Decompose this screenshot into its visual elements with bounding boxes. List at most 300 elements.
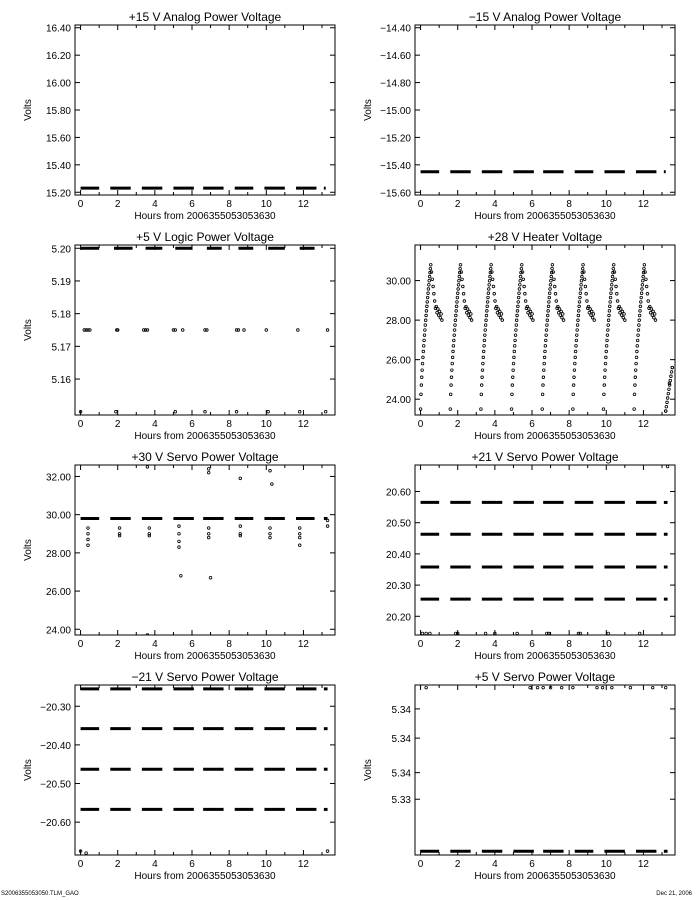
data-point: [546, 319, 549, 322]
data-point: [642, 275, 645, 278]
data-point: [454, 314, 457, 317]
data-point: [523, 285, 526, 288]
data-point: [324, 410, 327, 413]
data-point: [481, 376, 484, 379]
data-point: [522, 278, 525, 281]
data-point: [542, 376, 545, 379]
data-point: [548, 301, 551, 304]
data-point: [544, 339, 547, 342]
y-tick-label: 24.00: [45, 625, 71, 637]
data-point: [451, 356, 454, 359]
data-point: [647, 300, 650, 303]
data-point: [494, 300, 497, 303]
data-point: [87, 532, 90, 535]
data-point: [558, 308, 561, 311]
data-point: [499, 316, 502, 319]
data-point: [638, 314, 641, 317]
y-tick-label: 5.34: [391, 734, 411, 746]
data-point: [621, 310, 624, 313]
x-tick-label: 0: [417, 639, 424, 650]
data-point: [431, 278, 434, 281]
data-point: [574, 362, 577, 365]
data-point: [524, 300, 527, 303]
plot-frame: [75, 25, 335, 195]
data-point: [458, 275, 461, 278]
chart-title: +21 V Servo Power Voltage: [471, 450, 619, 464]
plot-frame: [75, 465, 335, 635]
x-tick-label: 10: [260, 859, 272, 870]
data-point: [459, 263, 462, 266]
data-point: [529, 310, 532, 313]
data-point: [572, 408, 575, 411]
y-tick-label: 5.16: [51, 375, 71, 387]
y-tick-label: 32.00: [45, 472, 71, 484]
data-point: [580, 279, 583, 282]
data-point: [619, 308, 622, 311]
x-tick-label: 6: [189, 859, 195, 870]
data-point: [437, 308, 440, 311]
x-tick-label: 8: [566, 859, 572, 870]
y-axis-label: Volts: [23, 539, 34, 561]
x-tick-label: 8: [226, 859, 232, 870]
y-tick-label: −15.00: [380, 106, 411, 117]
x-tick-label: 10: [260, 199, 272, 210]
x-tick-label: 10: [600, 639, 612, 650]
data-point: [517, 305, 520, 308]
x-axis-label: Hours from 2006355053053630: [134, 431, 276, 442]
plot-frame: [415, 465, 675, 635]
chart-panel-5: [386, 450, 675, 662]
data-point: [423, 339, 426, 342]
data-point: [482, 350, 485, 353]
data-point: [610, 292, 613, 295]
data-point: [461, 278, 464, 281]
data-point: [520, 263, 523, 266]
x-tick-label: 8: [566, 639, 572, 650]
data-point: [572, 686, 575, 689]
data-point: [206, 329, 209, 332]
data-point: [579, 288, 582, 291]
data-point: [427, 292, 430, 295]
data-point: [557, 305, 560, 308]
data-point: [497, 308, 500, 311]
data-point: [515, 319, 518, 322]
data-point: [607, 329, 610, 332]
plot-frame: [75, 245, 335, 415]
y-tick-label: −15.60: [380, 188, 411, 200]
data-point: [455, 305, 458, 308]
data-point: [612, 263, 615, 266]
data-point: [499, 310, 502, 313]
data-point: [671, 366, 674, 369]
data-point: [462, 292, 465, 295]
data-point: [605, 350, 608, 353]
data-point: [639, 310, 642, 313]
data-point: [610, 284, 613, 287]
data-point: [551, 267, 554, 270]
data-point: [425, 686, 428, 689]
data-point: [576, 324, 579, 327]
y-tick-label: 5.19: [51, 276, 71, 288]
data-point: [587, 305, 590, 308]
y-tick-label: −15.40: [380, 160, 411, 172]
data-point: [453, 334, 456, 337]
data-point: [520, 267, 523, 270]
y-tick-label: 20.50: [385, 518, 411, 530]
x-tick-label: 12: [637, 639, 649, 650]
data-point: [641, 284, 644, 287]
data-point: [614, 278, 617, 281]
data-point: [450, 384, 453, 387]
data-point: [207, 527, 210, 530]
data-point: [454, 319, 457, 322]
data-point: [148, 534, 151, 537]
data-point: [426, 305, 429, 308]
data-point: [640, 292, 643, 295]
y-tick-label: 20.20: [385, 612, 411, 624]
data-point: [652, 310, 655, 313]
data-point: [636, 345, 639, 348]
data-point: [575, 339, 578, 342]
data-point: [326, 525, 329, 528]
data-point: [180, 574, 183, 577]
data-point: [486, 310, 489, 313]
plot-area: [81, 466, 329, 639]
data-point: [419, 408, 422, 411]
y-tick-label: 15.20: [45, 188, 71, 200]
x-axis-label: Hours from 2006355053053630: [474, 211, 616, 222]
data-point: [487, 296, 490, 299]
x-tick-label: 12: [297, 859, 309, 870]
x-tick-label: 0: [417, 199, 424, 210]
data-point: [615, 285, 618, 288]
data-point: [577, 314, 580, 317]
data-point: [298, 532, 301, 535]
x-tick-label: 10: [600, 199, 612, 210]
data-point: [545, 334, 548, 337]
data-point: [181, 329, 184, 332]
data-point: [635, 362, 638, 365]
data-point: [670, 375, 673, 378]
data-point: [607, 632, 610, 635]
x-tick-label: 6: [529, 859, 535, 870]
data-point: [549, 288, 552, 291]
data-point: [420, 393, 423, 396]
data-point: [528, 308, 531, 311]
data-point: [638, 324, 641, 327]
data-point: [457, 284, 460, 287]
data-point: [579, 632, 582, 635]
data-point: [456, 292, 459, 295]
x-tick-label: 12: [637, 199, 649, 210]
data-point: [584, 285, 587, 288]
data-point: [424, 324, 427, 327]
data-point: [580, 284, 583, 287]
data-point: [513, 345, 516, 348]
data-point: [634, 384, 637, 387]
data-point: [517, 296, 520, 299]
data-point: [463, 300, 466, 303]
data-point: [575, 334, 578, 337]
data-point: [451, 369, 454, 372]
data-point: [89, 329, 92, 332]
x-tick-label: 8: [226, 199, 232, 210]
data-point: [596, 686, 599, 689]
data-point: [547, 310, 550, 313]
data-point: [452, 345, 455, 348]
data-point: [519, 275, 522, 278]
data-point: [543, 356, 546, 359]
footer-filename: S2006355053050.TLM_GAO: [1, 891, 79, 897]
x-tick-label: 8: [226, 639, 232, 650]
data-point: [87, 538, 90, 541]
data-point: [483, 345, 486, 348]
data-point: [454, 324, 457, 327]
x-tick-label: 4: [492, 199, 498, 210]
data-point: [422, 345, 425, 348]
y-tick-label: 5.34: [391, 704, 411, 716]
data-point: [480, 408, 483, 411]
data-point: [637, 329, 640, 332]
data-point: [481, 369, 484, 372]
data-point: [484, 324, 487, 327]
plot-area: [421, 686, 668, 851]
data-point: [207, 532, 210, 535]
data-point: [604, 362, 607, 365]
data-point: [458, 279, 461, 282]
x-tick-label: 8: [226, 419, 232, 430]
data-point: [146, 466, 149, 469]
x-tick-label: 10: [600, 419, 612, 430]
data-point: [81, 636, 84, 639]
chart-panel-1: [363, 10, 675, 222]
y-tick-label: −20.60: [40, 818, 71, 830]
data-point: [298, 410, 301, 413]
data-point: [589, 308, 592, 311]
data-point: [530, 316, 533, 319]
data-point: [548, 296, 551, 299]
data-point: [623, 313, 626, 316]
data-point: [665, 405, 668, 408]
data-point: [174, 329, 177, 332]
y-tick-label: −20.30: [40, 702, 71, 714]
y-tick-label: 26.00: [385, 355, 411, 367]
data-point: [489, 275, 492, 278]
data-point: [606, 334, 609, 337]
data-point: [455, 310, 458, 313]
data-point: [666, 465, 669, 468]
x-tick-label: 6: [189, 419, 195, 430]
x-tick-label: 2: [114, 199, 121, 210]
data-point: [271, 483, 274, 486]
x-tick-label: 2: [454, 419, 461, 430]
data-point: [424, 319, 427, 322]
data-point: [492, 285, 495, 288]
data-point: [649, 305, 652, 308]
data-point: [204, 410, 207, 413]
data-point: [526, 305, 529, 308]
y-tick-label: −20.50: [40, 779, 71, 791]
data-point: [645, 278, 648, 281]
data-point: [634, 369, 637, 372]
data-point: [606, 339, 609, 342]
x-tick-label: 4: [492, 419, 498, 430]
plot-frame: [415, 25, 675, 195]
y-tick-label: 20.30: [385, 581, 411, 593]
data-point: [209, 576, 212, 579]
data-point: [178, 532, 181, 535]
data-point: [420, 376, 423, 379]
data-point: [603, 376, 606, 379]
data-point: [432, 285, 435, 288]
x-tick-label: 8: [566, 199, 572, 210]
data-point: [428, 284, 431, 287]
chart-title: +15 V Analog Power Voltage: [128, 10, 282, 24]
x-tick-label: 6: [529, 639, 535, 650]
data-point: [298, 536, 301, 539]
data-point: [610, 288, 613, 291]
data-point: [484, 334, 487, 337]
data-point: [581, 267, 584, 270]
data-point: [605, 345, 608, 348]
data-point: [515, 324, 518, 327]
data-point: [643, 263, 646, 266]
data-point: [634, 376, 637, 379]
data-point: [578, 301, 581, 304]
data-point: [670, 371, 673, 374]
y-tick-label: 15.40: [45, 160, 71, 172]
x-axis-label: Hours from 2006355053053630: [474, 871, 616, 882]
data-point: [516, 310, 519, 313]
data-point: [493, 292, 496, 295]
data-point: [636, 339, 639, 342]
data-point: [550, 279, 553, 282]
data-point: [326, 329, 329, 332]
data-point: [579, 292, 582, 295]
data-point: [438, 310, 441, 313]
data-point: [549, 284, 552, 287]
data-point: [326, 850, 329, 853]
x-tick-label: 0: [77, 419, 84, 430]
data-point: [572, 384, 575, 387]
data-point: [579, 296, 582, 299]
data-point: [574, 350, 577, 353]
data-point: [269, 527, 272, 530]
data-point: [429, 267, 432, 270]
data-point: [426, 301, 429, 304]
data-point: [583, 278, 586, 281]
x-tick-label: 4: [152, 419, 158, 430]
x-tick-label: 10: [260, 639, 272, 650]
data-point: [591, 316, 594, 319]
x-tick-label: 8: [566, 419, 572, 430]
data-point: [465, 305, 468, 308]
data-point: [469, 316, 472, 319]
x-tick-label: 2: [454, 639, 461, 650]
data-point: [265, 329, 268, 332]
x-tick-label: 0: [417, 419, 424, 430]
y-tick-label: −20.40: [40, 740, 71, 752]
x-axis-label: Hours from 2006355053053630: [474, 651, 616, 662]
data-point: [654, 319, 657, 322]
data-point: [466, 308, 469, 311]
data-point: [651, 686, 654, 689]
x-tick-label: 4: [492, 859, 498, 870]
data-point: [491, 278, 494, 281]
data-point: [643, 267, 646, 270]
data-point: [470, 319, 473, 322]
x-axis-label: Hours from 2006355053053630: [134, 871, 276, 882]
data-point: [536, 686, 539, 689]
data-point: [605, 356, 608, 359]
data-point: [519, 284, 522, 287]
chart-panel-0: [23, 10, 335, 222]
y-axis-label: Volts: [363, 99, 374, 121]
data-point: [298, 544, 301, 547]
data-point: [427, 288, 430, 291]
data-point: [608, 305, 611, 308]
x-tick-label: 0: [77, 199, 84, 210]
data-point: [488, 279, 491, 282]
data-point: [515, 329, 518, 332]
y-axis-label: Volts: [363, 759, 374, 781]
chart-title: −21 V Servo Power Voltage: [131, 670, 279, 684]
data-point: [468, 310, 471, 313]
data-point: [560, 686, 563, 689]
data-point: [639, 305, 642, 308]
data-point: [423, 334, 426, 337]
data-point: [607, 324, 610, 327]
data-point: [572, 393, 575, 396]
data-point: [511, 376, 514, 379]
chart-title: +5 V Logic Power Voltage: [136, 230, 274, 244]
x-tick-label: 10: [260, 419, 272, 430]
y-tick-label: 28.00: [385, 316, 411, 328]
data-point: [440, 313, 443, 316]
data-point: [487, 288, 490, 291]
data-point: [178, 540, 181, 543]
data-point: [516, 314, 519, 317]
y-tick-label: 30.00: [45, 510, 71, 522]
data-point: [645, 285, 648, 288]
data-point: [616, 300, 619, 303]
data-point: [532, 319, 535, 322]
data-point: [488, 284, 491, 287]
data-point: [593, 319, 596, 322]
data-point: [638, 319, 641, 322]
data-point: [513, 350, 516, 353]
data-point: [178, 546, 181, 549]
y-tick-label: 28.00: [45, 548, 71, 560]
data-point: [604, 369, 607, 372]
data-point: [561, 313, 564, 316]
data-point: [269, 532, 272, 535]
plot-area: [79, 248, 329, 413]
data-point: [640, 296, 643, 299]
data-point: [586, 300, 589, 303]
data-point: [495, 305, 498, 308]
data-point: [543, 362, 546, 365]
data-point: [425, 310, 428, 313]
data-point: [611, 686, 614, 689]
data-point: [207, 536, 210, 539]
data-point: [424, 329, 427, 332]
data-point: [489, 267, 492, 270]
data-point: [541, 393, 544, 396]
x-tick-label: 2: [114, 859, 121, 870]
chart-title: +5 V Servo Power Voltage: [474, 670, 616, 684]
data-point: [616, 292, 619, 295]
